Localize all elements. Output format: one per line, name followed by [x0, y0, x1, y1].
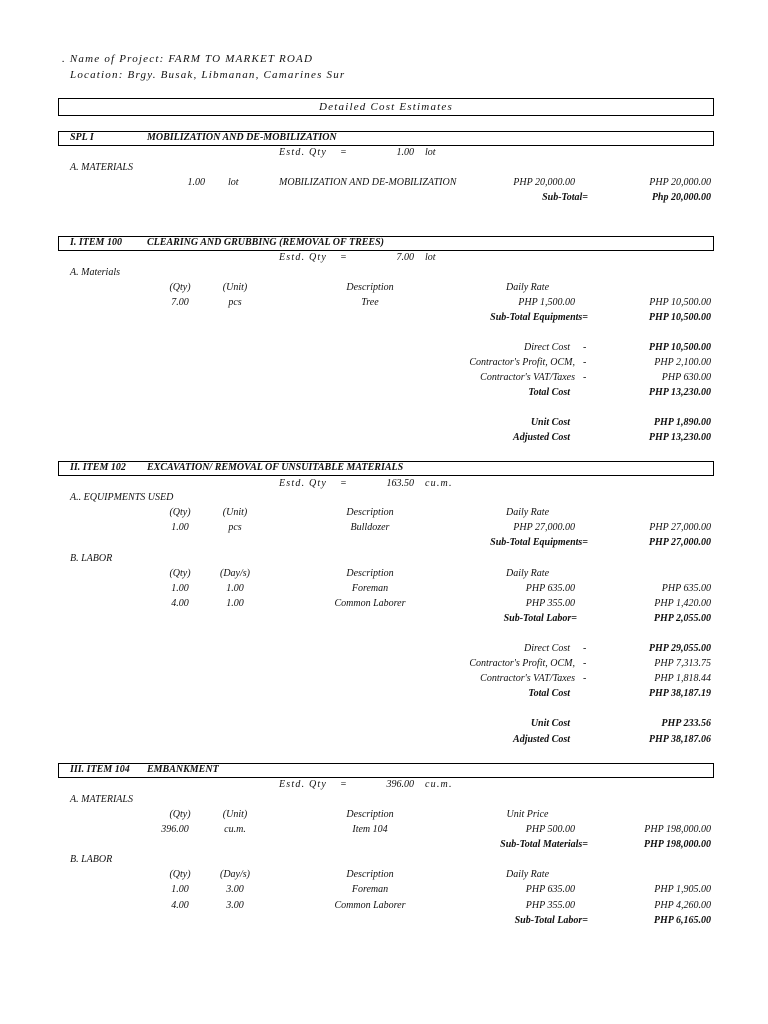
item104-subtotal-a: PHP 198,000.00	[643, 839, 711, 850]
item102-hb-days: (Day/s)	[220, 568, 250, 579]
item104-section-b: B. LABOR	[70, 854, 113, 865]
item100-vat: PHP 630.00	[661, 372, 711, 383]
item102-estd-unit: cu.m.	[425, 478, 453, 489]
spl-row-qty: 1.00	[187, 177, 205, 188]
item100-direct-dash: -	[583, 342, 587, 353]
item102-b1-days: 1.00	[226, 598, 244, 609]
item102-b1-qty: 4.00	[171, 598, 189, 609]
item104-estd-unit: cu.m.	[425, 779, 453, 790]
item104-code: III. ITEM 104	[70, 764, 130, 775]
item102-hb-desc: Description	[346, 568, 394, 579]
item104-hb-rate: Daily Rate	[505, 869, 550, 880]
item100-section-a: A. Materials	[70, 267, 120, 278]
item100-profit: PHP 2,100.00	[654, 357, 711, 368]
item100-h-rate: Daily Rate	[505, 282, 550, 293]
item104-b0-qty: 1.00	[171, 884, 189, 895]
item100-h-desc: Description	[346, 282, 394, 293]
item104-subtotal-b-label: Sub-Total Labor=	[514, 915, 588, 926]
item102-adjusted-label: Adjusted Cost	[513, 734, 570, 745]
item104-h-unit: (Unit)	[222, 809, 248, 820]
item104-b1-qty: 4.00	[171, 900, 189, 911]
item102-direct-label: Direct Cost	[523, 643, 570, 654]
item102-section-b: B. LABOR	[70, 553, 113, 564]
spl-estd-unit: lot	[425, 147, 436, 158]
item100-estd-qty: 7.00	[396, 252, 414, 263]
item104-b1-desc: Common Laborer	[334, 900, 406, 911]
item102-b0-rate: PHP 635.00	[525, 583, 575, 594]
spl-estd-eq: =	[340, 147, 347, 158]
item100-adjusted-label: Adjusted Cost	[513, 432, 570, 443]
item102-section-a: A.. EQUIPMENTS USED	[70, 492, 174, 503]
item102-b0-desc: Foreman	[351, 583, 389, 594]
item102-a-qty: 1.00	[171, 522, 189, 533]
item104-b0-desc: Foreman	[351, 884, 389, 895]
item102-total-label: Total Cost	[528, 688, 570, 699]
spl-row-desc: MOBILIZATION AND DE-MOBILIZATION	[279, 177, 457, 188]
item104-estd-qty: 396.00	[386, 779, 414, 790]
spl-section-a: A. MATERIALS	[70, 162, 133, 173]
item102-a-unit: pcs	[228, 522, 242, 533]
item102-hb-rate: Daily Rate	[505, 568, 550, 579]
item102-h-unit: (Unit)	[222, 507, 248, 518]
item102-profit: PHP 7,313.75	[654, 658, 711, 669]
item102-direct-dash: -	[583, 643, 587, 654]
item102-total: PHP 38,187.19	[648, 688, 711, 699]
item104-a-rate: PHP 500.00	[525, 824, 575, 835]
item102-subtotal-a-label: Sub-Total Equipments=	[490, 537, 588, 548]
item102-b1-rate: PHP 355.00	[525, 598, 575, 609]
item100-profit-dash: -	[583, 357, 587, 368]
item104-h-desc: Description	[346, 809, 394, 820]
spl-subtotal: Php 20,000.00	[651, 192, 711, 203]
item100-row-unit: pcs	[228, 297, 242, 308]
item104-a-amount: PHP 198,000.00	[644, 824, 711, 835]
item104-h-qty: (Qty)	[169, 809, 191, 820]
item104-h-price: Unit Price	[506, 809, 549, 820]
item102-b1-desc: Common Laborer	[334, 598, 406, 609]
item100-row-qty: 7.00	[171, 297, 189, 308]
item102-estd-eq: =	[340, 478, 347, 489]
item100-subtotal-label: Sub-Total Equipments=	[490, 312, 588, 323]
item100-row-desc: Tree	[361, 297, 379, 308]
item104-b0-amount: PHP 1,905.00	[654, 884, 711, 895]
item102-vat: PHP 1,818.44	[654, 673, 711, 684]
spl-row-rate: PHP 20,000.00	[513, 177, 575, 188]
item102-adjusted: PHP 38,187.06	[648, 734, 711, 745]
item100-adjusted: PHP 13,230.00	[648, 432, 711, 443]
item102-h-desc: Description	[346, 507, 394, 518]
item102-name: EXCAVATION/ REMOVAL OF UNSUITABLE MATERIALS	[147, 462, 404, 473]
item100-vat-label: Contractor's VAT/Taxes	[480, 372, 575, 383]
item100-row-amount: PHP 10,500.00	[649, 297, 711, 308]
item102-unit-cost: PHP 233.56	[661, 718, 711, 729]
item100-direct: PHP 10,500.00	[648, 342, 711, 353]
item100-name: CLEARING AND GRUBBING (REMOVAL OF TREES)	[147, 237, 384, 248]
item104-hb-days: (Day/s)	[220, 869, 250, 880]
spl-code: SPL I	[70, 132, 94, 143]
item102-vat-label: Contractor's VAT/Taxes	[480, 673, 575, 684]
item100-profit-label: Contractor's Profit, OCM,	[469, 357, 575, 368]
item104-b0-days: 3.00	[226, 884, 244, 895]
item102-subtotal-b: PHP 2,055.00	[653, 613, 711, 624]
item104-b1-rate: PHP 355.00	[525, 900, 575, 911]
item102-estd-qty: 163.50	[386, 478, 414, 489]
item104-name: EMBANKMENT	[147, 764, 219, 775]
item102-b1-amount: PHP 1,420.00	[654, 598, 711, 609]
item102-b0-qty: 1.00	[171, 583, 189, 594]
item100-h-unit: (Unit)	[222, 282, 248, 293]
item100-total-label: Total Cost	[528, 387, 570, 398]
item102-subtotal-b-label: Sub-Total Labor=	[503, 613, 577, 624]
spl-subtotal-label: Sub-Total=	[542, 192, 588, 203]
item102-hb-qty: (Qty)	[169, 568, 191, 579]
item100-unit-label: Unit Cost	[530, 417, 570, 428]
item100-estd-eq: =	[340, 252, 347, 263]
item102-profit-dash: -	[583, 658, 587, 669]
item102-profit-label: Contractor's Profit, OCM,	[469, 658, 575, 669]
spl-estd-label: Estd. Qty	[279, 147, 328, 158]
item104-a-unit: cu.m.	[224, 824, 246, 835]
item102-subtotal-a: PHP 27,000.00	[648, 537, 711, 548]
item104-section-a: A. MATERIALS	[70, 794, 133, 805]
item102-h-qty: (Qty)	[169, 507, 191, 518]
page-title: Detailed Cost Estimates	[319, 101, 453, 113]
spl-estd-qty: 1.00	[396, 147, 414, 158]
item104-hb-desc: Description	[346, 869, 394, 880]
item102-vat-dash: -	[583, 673, 587, 684]
item100-unit-cost: PHP 1,890.00	[653, 417, 711, 428]
item100-estd-label: Estd. Qty	[279, 252, 328, 263]
spl-row-unit: lot	[228, 177, 239, 188]
item104-subtotal-a-label: Sub-Total Materials=	[500, 839, 588, 850]
item100-total: PHP 13,230.00	[648, 387, 711, 398]
item102-b0-amount: PHP 635.00	[661, 583, 711, 594]
item104-b1-days: 3.00	[226, 900, 244, 911]
item102-a-rate: PHP 27,000.00	[513, 522, 575, 533]
item104-estd-eq: =	[340, 779, 347, 790]
project-location: Location: Brgy. Busak, Libmanan, Camarines Sur	[70, 69, 346, 81]
item102-b0-days: 1.00	[226, 583, 244, 594]
item104-b1-amount: PHP 4,260.00	[654, 900, 711, 911]
item102-a-desc: Bulldozer	[350, 522, 390, 533]
spl-name: MOBILIZATION AND DE-MOBILIZATION	[147, 132, 337, 143]
item100-code: I. ITEM 100	[70, 237, 122, 248]
item104-subtotal-b: PHP 6,165.00	[653, 915, 711, 926]
item100-h-qty: (Qty)	[169, 282, 191, 293]
item100-vat-dash: -	[583, 372, 587, 383]
item104-b0-rate: PHP 635.00	[525, 884, 575, 895]
item102-h-rate: Daily Rate	[505, 507, 550, 518]
item102-unit-label: Unit Cost	[530, 718, 570, 729]
item104-a-desc: Item 104	[352, 824, 388, 835]
project-name: . Name of Project: FARM TO MARKET ROAD	[62, 53, 314, 65]
item100-estd-unit: lot	[425, 252, 436, 263]
item102-estd-label: Estd. Qty	[279, 478, 328, 489]
item102-code: II. ITEM 102	[70, 462, 126, 473]
item100-subtotal: PHP 10,500.00	[648, 312, 711, 323]
item104-estd-label: Estd. Qty	[279, 779, 328, 790]
item100-direct-label: Direct Cost	[523, 342, 570, 353]
item102-a-amount: PHP 27,000.00	[649, 522, 711, 533]
item104-hb-qty: (Qty)	[169, 869, 191, 880]
item100-row-rate: PHP 1,500.00	[518, 297, 575, 308]
item104-a-qty: 396.00	[161, 824, 189, 835]
item102-direct: PHP 29,055.00	[648, 643, 711, 654]
spl-row-amount: PHP 20,000.00	[649, 177, 711, 188]
